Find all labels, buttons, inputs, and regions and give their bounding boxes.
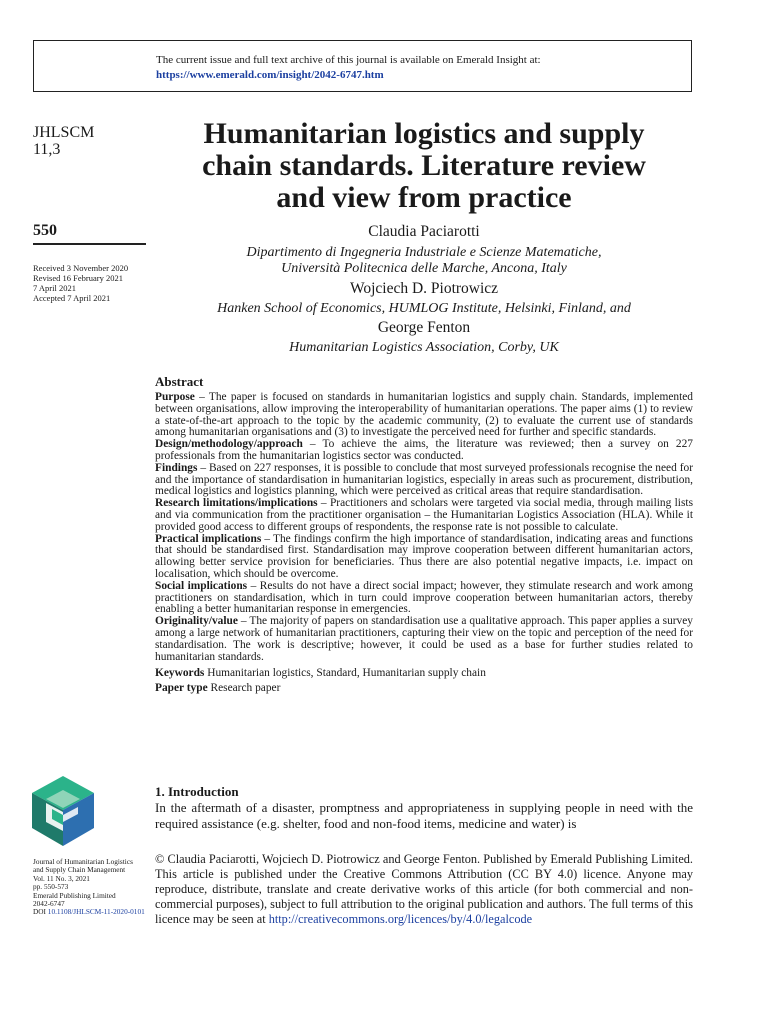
journal-info-line: Vol. 11 No. 3, 2021 (33, 873, 90, 883)
paper-type: Research paper (210, 682, 281, 695)
journal-info-line: Emerald Publishing Limited (33, 890, 116, 900)
title-line: and view from practice (276, 181, 572, 214)
received-line: Revised 16 February 2021 (33, 273, 123, 283)
author-name: Wojciech D. Piotrowicz (349, 280, 499, 297)
journal-info-line: Journal of Humanitarian Logistics (33, 857, 133, 866)
abstract-separator: – (261, 532, 274, 545)
affiliation-line: Università Politecnica delle Marche, Ancona, Italy (281, 261, 567, 276)
affiliation-line: Humanitarian Logistics Association, Corby, UK (289, 340, 559, 355)
keywords: Humanitarian logistics, Standard, Humanitarian supply chain (207, 667, 486, 680)
abstract-text: Based on 227 responses, it is possible to conclude that most surveyed professionals recognise the need for and the importance of standardisation in humanitarian logistics, especially in areas such as procurement, distribution, medical logistics and logistics planning, which were perceived as critical areas that require standardisation. (155, 461, 693, 498)
keywords-label: Keywords (155, 667, 205, 680)
paper-type-label: Paper type (155, 682, 208, 695)
abstract-practical (155, 534, 693, 581)
abstract-limitations (155, 498, 693, 533)
affiliation-line: Dipartimento di Ingegneria Industriale e Scienze Matematiche, (246, 245, 602, 260)
abstract-label: Research limitations/implications (155, 497, 318, 510)
author-name: George Fenton (377, 319, 471, 336)
abstract-text: Results do not have a direct social impact; however, they stimulate research and work among practitioners on standardisation, which in turn could improve cooperation between humanitarian actors, thereby enabling a better humanitarian response in emergencies. (155, 579, 694, 616)
doi-line (33, 908, 153, 916)
abstract-text: The paper is focused on standards in humanitarian logistics and supply chain. Standards, implemented between organisations, allow improving the interoperability of humanitarian operations. The paper aims (1) to review a state-of-the-art approach to the topic by the academic community, (2) to evaluate the current use of standards among humanitarian organisations and (3) to investigate the perceived need for further and specific standards. (155, 391, 693, 439)
abstract-findings (155, 463, 693, 498)
keywords-line (155, 666, 693, 680)
abstract-text: Practitioners and scholars were targeted via social media, through mailing lists and via communication from the practitioner organisation – the Humanitarian Logistics Association (HLA). While it provided good access to different groups of respondents, the response rate is not possible to calculate. (155, 497, 694, 533)
abstract-heading: Abstract (155, 374, 204, 389)
author-affiliation (150, 301, 698, 317)
copyright-notice (155, 852, 693, 927)
author-affiliation (150, 340, 698, 356)
abstract-originality (155, 616, 693, 663)
abstract-label: Practical implications (155, 532, 262, 545)
abstract-separator: – (247, 579, 260, 592)
received-line: Accepted 7 April 2021 (33, 293, 111, 303)
abstract-label: Findings (155, 461, 198, 474)
header-box (33, 40, 692, 92)
licence-link[interactable]: http://creativecommons.org/licences/by/4.0/legalcode (268, 912, 533, 926)
received-line: 7 April 2021 (33, 283, 76, 293)
title-line: Humanitarian logistics and supply (203, 117, 645, 150)
page-number-rule (33, 243, 146, 245)
abstract-label: Social implications (155, 579, 248, 592)
journal-abbrev: JHLSCM (33, 124, 95, 141)
abstract-design (155, 439, 693, 463)
paper-title (150, 118, 698, 214)
abstract-section (155, 374, 693, 695)
abstract-text: To achieve the aims, the literature was reviewed; then a survey on 227 professionals from the humanitarian logistics sector was conducted. (155, 438, 693, 462)
abstract-purpose (155, 392, 693, 439)
journal-info-line: pp. 550-573 (33, 882, 69, 892)
emerald-logo-icon (32, 776, 94, 846)
author-affiliation (150, 245, 698, 277)
abstract-text: The majority of papers on standardisation use a qualitative approach. This paper applies a survey among a large network of humanitarian practitioners, capturing their view on the topic and perception of the need for standardisation. The work is descriptive; however, it could be used as a base for further studies related to humanitarian standards. (155, 615, 694, 663)
title-line: chain standards. Literature review (202, 149, 646, 182)
abstract-separator: – (194, 391, 209, 403)
doi-prefix: DOI (33, 907, 48, 917)
intro-text: In the aftermath of a disaster, promptness and appropriateness in supplying people in need with the required assistance (e.g. shelter, food and non-food items, medicine and water) is (155, 800, 693, 831)
abstract-label: Purpose (155, 391, 195, 403)
journal-info-line: and Supply Chain Management (33, 865, 126, 875)
abstract-text: The findings confirm the high importance of standardisation, indicating areas and functions that should be standardised first. Standardisation may improve cooperation between different humanitarian actors, allowing better service provision for beneficiaries. Thus there are also potential negative impacts, i.e. impact on localisation, which should be overcome. (155, 532, 693, 580)
author-name: Claudia Paciarotti (368, 223, 480, 240)
abstract-social (155, 581, 693, 616)
page-number: 550 (33, 222, 57, 239)
received-dates (33, 263, 128, 303)
abstract-separator: – (197, 461, 209, 474)
journal-archive-link[interactable]: https://www.emerald.com/insight/2042-6747.htm (156, 69, 384, 81)
volume-issue: 11,3 (33, 141, 61, 158)
received-line: Received 3 November 2020 (33, 263, 129, 273)
abstract-separator: – (302, 438, 323, 451)
paper-type-line (155, 681, 693, 695)
abstract-separator: – (237, 615, 250, 628)
journal-info (33, 858, 153, 917)
intro-heading: 1. Introduction (155, 784, 239, 799)
abstract-label: Design/methodology/approach (155, 438, 303, 451)
journal-code (33, 124, 94, 158)
doi-link[interactable]: 10.1108/JHLSCM-11-2020-0101 (47, 907, 145, 917)
abstract-label: Originality/value (155, 615, 238, 628)
abstract-separator: – (317, 497, 330, 510)
header-notice: The current issue and full text archive of this journal is available on Emerald Insight at: (156, 54, 541, 66)
affiliation-line: Hanken School of Economics, HUMLOG Institute, Helsinki, Finland, and (217, 301, 631, 316)
copyright-body: © Claudia Paciarotti, Wojciech D. Piotrowicz and George Fenton. Published by Emerald Publishing Limited. This article is published under the Creative Commons Attribution (CC BY 4.0) licence. Anyone may reproduce, distribute, translate and create derivative works of this article (for both commercial and non-commercial purposes), subject to full attribution to the original publication and authors. The full terms of this licence may be seen at (155, 852, 693, 926)
journal-info-line: 2042-6747 (33, 899, 65, 909)
